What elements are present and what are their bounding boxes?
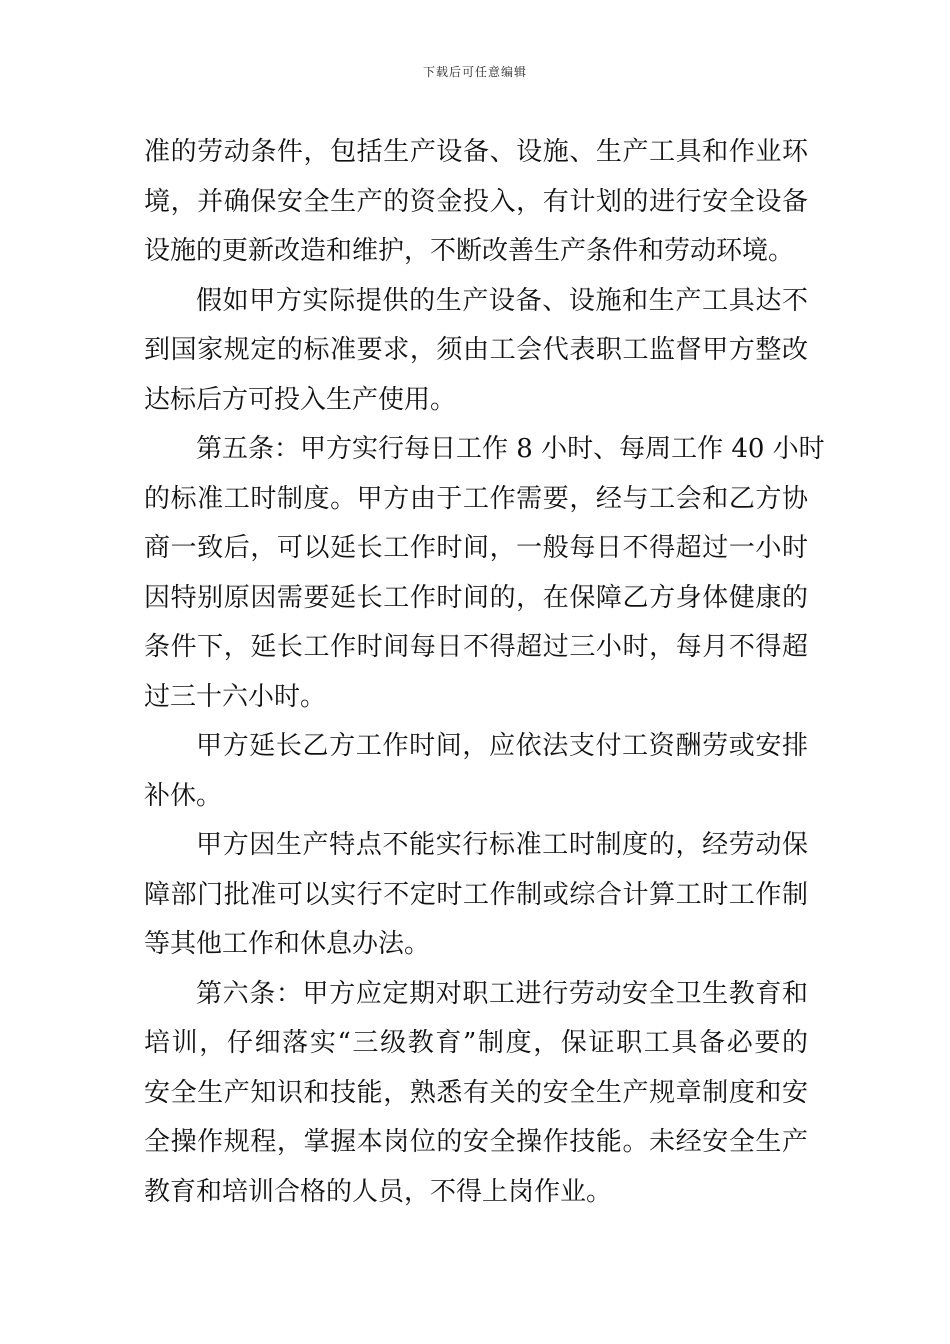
paragraph [144,970,808,1218]
text-line: 障部门批准可以实行不定时工作制或综合计算工时工作制 [144,879,808,910]
text-line: 培训，仔细落实“三级教育”制度，保证职工具备必要的 [144,1028,808,1058]
text-line: 等其他工作和休息办法。 [144,929,431,959]
text-line: 甲方延长乙方工作时间，应依法支付工资酬劳或安排 [196,731,808,761]
document-body [144,128,825,1217]
text-line: 达标后方可投入生产使用。 [144,384,457,415]
text-line: 教育和培训合格的人员，不得上岗作业。 [144,1176,613,1207]
paragraph [144,128,808,277]
text-line: 条件下，延长工作时间每日不得超过三小时，每月不得超 [144,632,808,662]
text-line: 因特别原因需要延长工作时间的，在保障乙方身体健康的 [144,582,808,613]
text-line: 假如甲方实际提供的生产设备、设施和生产工具达不 [196,285,808,316]
text-line: 过三十六小时。 [144,681,327,712]
text-line: 的标准工时制度。甲方由于工作需要，经与工会和乙方协 [144,483,808,514]
text-line: 全操作规程，掌握本岗位的安全操作技能。未经安全生产 [144,1127,808,1157]
text-line: 境，并确保安全生产的资金投入，有计划的进行安全设备 [144,186,808,217]
text-line: 商一致后，可以延长工作时间，一般每日不得超过一小时 [144,533,808,563]
text-line: 第五条：甲方实行每日工作 8 小时、每周工作 40 小时 [196,434,825,464]
text-line: 准的劳动条件，包括生产设备、设施、生产工具和作业环 [144,137,808,167]
text-line: 设施的更新改造和维护，不断改善生产条件和劳动环境。 [144,236,795,266]
paragraph [144,821,808,970]
text-line: 甲方因生产特点不能实行标准工时制度的，经劳动保 [196,830,808,860]
paragraph [144,277,808,426]
paragraph [144,722,808,821]
paragraph [144,425,825,722]
text-line: 到国家规定的标准要求，须由工会代表职工监督甲方整改 [144,335,808,365]
page-header: 下载后可任意编辑 [422,65,527,79]
text-line: 补休。 [144,780,223,811]
text-line: 第六条：甲方应定期对职工进行劳动安全卫生教育和 [196,978,808,1009]
text-line: 安全生产知识和技能，熟悉有关的安全生产规章制度和安 [144,1077,808,1108]
